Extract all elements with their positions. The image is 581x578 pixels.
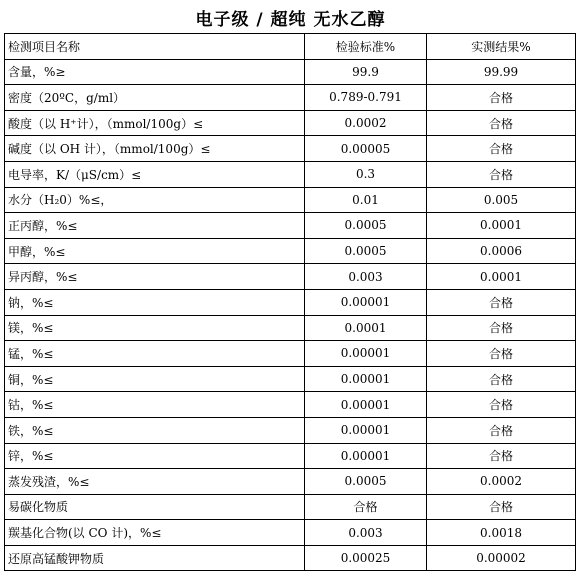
page-title: 电子级 / 超纯 无水乙醇 (195, 10, 386, 30)
row-result: 合格 (427, 417, 576, 443)
row-item: 碱度（以 OH 计），（mmol/100g）≤ (5, 136, 305, 162)
row-result: 0.0006 (427, 238, 576, 264)
header-item: 检测项目名称 (5, 34, 305, 60)
row-item: 镁，%≤ (5, 315, 305, 341)
row-result: 0.00002 (427, 545, 576, 571)
row-result: 合格 (427, 315, 576, 341)
row-standard: 0.0001 (305, 315, 427, 341)
row-standard: 0.01 (305, 187, 427, 213)
row-standard: 0.00001 (305, 417, 427, 443)
table-row (5, 85, 576, 111)
row-result: 0.0018 (427, 520, 576, 546)
table-row (5, 494, 576, 520)
table-row (5, 341, 576, 367)
row-item: 锌，%≤ (5, 443, 305, 469)
row-result: 合格 (427, 366, 576, 392)
table-header-row (5, 34, 576, 60)
table-row (5, 545, 576, 571)
row-standard: 合格 (305, 494, 427, 520)
row-item: 铜，%≤ (5, 366, 305, 392)
row-standard: 0.00001 (305, 289, 427, 315)
row-item: 密度（20ºC，g/ml） (5, 85, 305, 111)
row-result: 0.005 (427, 187, 576, 213)
row-result: 合格 (427, 341, 576, 367)
table-row (5, 366, 576, 392)
row-result: 99.99 (427, 59, 576, 85)
row-item: 正丙醇，%≤ (5, 213, 305, 239)
table-row (5, 213, 576, 239)
header-result: 实测结果% (427, 34, 576, 60)
table-row (5, 187, 576, 213)
row-standard: 0.00001 (305, 366, 427, 392)
table-row (5, 392, 576, 418)
row-item: 电导率，K/（μS/cm）≤ (5, 161, 305, 187)
row-standard: 0.00001 (305, 392, 427, 418)
row-result: 合格 (427, 289, 576, 315)
header-standard: 检验标准% (305, 34, 427, 60)
row-standard: 0.003 (305, 520, 427, 546)
row-result: 合格 (427, 161, 576, 187)
table-row (5, 110, 576, 136)
table-row (5, 315, 576, 341)
row-standard: 0.0005 (305, 469, 427, 495)
row-standard: 0.3 (305, 161, 427, 187)
table-row (5, 417, 576, 443)
row-result: 0.0001 (427, 264, 576, 290)
row-result: 0.0002 (427, 469, 576, 495)
row-result: 合格 (427, 110, 576, 136)
table-row (5, 520, 576, 546)
row-result: 合格 (427, 136, 576, 162)
row-result: 合格 (427, 443, 576, 469)
row-standard: 0.00025 (305, 545, 427, 571)
row-standard: 0.0002 (305, 110, 427, 136)
row-standard: 0.00001 (305, 443, 427, 469)
row-item: 易碳化物质 (5, 494, 305, 520)
row-standard: 99.9 (305, 59, 427, 85)
row-result: 0.0001 (427, 213, 576, 239)
row-standard: 0.003 (305, 264, 427, 290)
row-item: 铁，%≤ (5, 417, 305, 443)
table-row (5, 289, 576, 315)
row-standard: 0.00005 (305, 136, 427, 162)
row-standard: 0.0005 (305, 238, 427, 264)
table-row (5, 161, 576, 187)
row-item: 钠，%≤ (5, 289, 305, 315)
table-row (5, 238, 576, 264)
row-item: 含量，%≥ (5, 59, 305, 85)
row-item: 水分（H₂0）%≤， (5, 187, 305, 213)
table-row (5, 443, 576, 469)
row-standard: 0.0005 (305, 213, 427, 239)
table-row (5, 469, 576, 495)
row-standard: 0.789-0.791 (305, 85, 427, 111)
row-result: 合格 (427, 494, 576, 520)
table-row (5, 136, 576, 162)
row-item: 异丙醇，%≤ (5, 264, 305, 290)
table-row (5, 264, 576, 290)
row-item: 酸度（以 H⁺计），（mmol/100g）≤ (5, 110, 305, 136)
row-result: 合格 (427, 85, 576, 111)
row-item: 锰，%≤ (5, 341, 305, 367)
row-item: 羰基化合物(以 CO 计)，%≤ (5, 520, 305, 546)
spec-table (4, 33, 576, 571)
row-item: 甲醇，%≤ (5, 238, 305, 264)
row-item: 钴，%≤ (5, 392, 305, 418)
row-standard: 0.00001 (305, 341, 427, 367)
row-result: 合格 (427, 392, 576, 418)
row-item: 还原高锰酸钾物质 (5, 545, 305, 571)
row-item: 蒸发残渣，%≤ (5, 469, 305, 495)
table-row (5, 59, 576, 85)
